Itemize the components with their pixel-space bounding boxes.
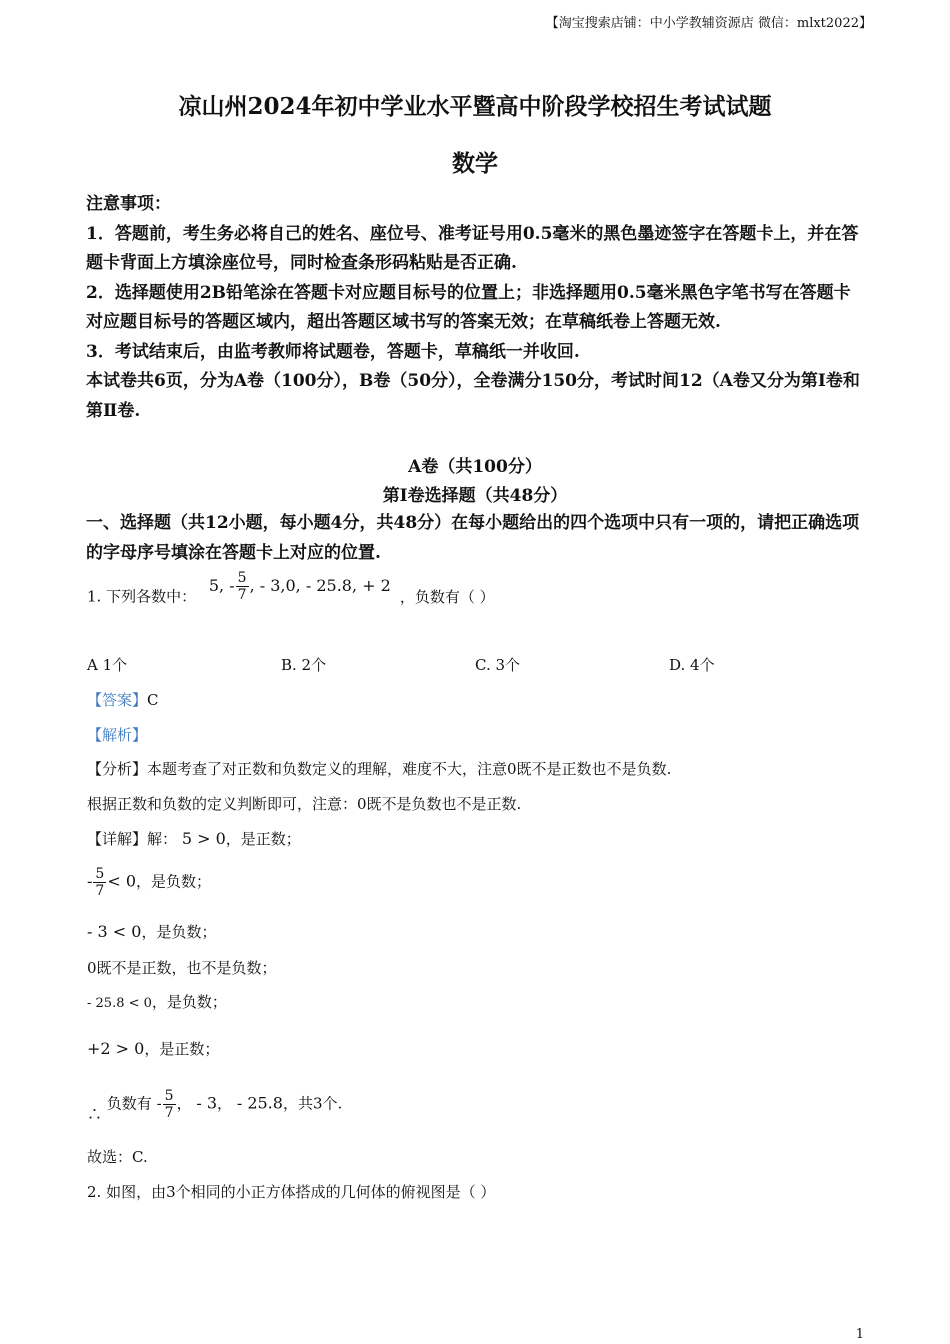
step6-math: +2 > 0 xyxy=(87,1039,145,1058)
note-1: 1．答题前，考生务必将自己的姓名、座位号、准考证号用0.5毫米的黑色墨迹签字在答题卡上，并在答题卡背面上方填涂座位号，同时检查条形码粘贴是否正确. xyxy=(86,223,859,273)
step5-text: ，是负数； xyxy=(151,993,227,1011)
paper-a-heading: A卷（共100分） xyxy=(408,457,542,477)
q1-expr-a: 5, - xyxy=(208,576,235,595)
therefore-symbol: ∴ xyxy=(87,1104,103,1123)
exam-title: 凉山州2024年初中学业水平暨高中阶段学校招生考试试题 xyxy=(178,93,772,120)
fenxi-label: 【分析】 xyxy=(87,760,148,778)
q1-expr-b: , - 3,0, - 25.8, + 2 xyxy=(249,576,391,595)
step-2: - $\frac{5}{7}$ < 0，是负数； xyxy=(87,866,212,899)
detail-intro: 解： xyxy=(147,830,178,848)
question-2: 2. 如图，由3个相同的小正方体搭成的几何体的俯视图是（ ） xyxy=(87,1183,496,1201)
step-6 xyxy=(87,1038,219,1060)
option-b: B. 2个 xyxy=(281,656,327,674)
question-1 xyxy=(87,570,495,613)
fenxi-text: 本题考查了对正数和负数定义的理解，难度不大，注意0既不是正数也不是负数. xyxy=(147,760,672,778)
fenxi-line xyxy=(87,758,671,780)
step1-math: 5 > 0 xyxy=(181,829,226,848)
exam-notes xyxy=(86,190,866,426)
option-d: D. 4个 xyxy=(669,656,715,674)
paper-info: 本试卷共6页，分为A卷（100分），B卷（50分），全卷满分150分，考试时间12（A卷又分为第Ⅰ卷和第Ⅱ卷. xyxy=(86,371,860,421)
q1-fraction: $\frac{5}{7}$ xyxy=(237,570,247,603)
note-2: 2．选择题使用2B铅笔涂在答题卡对应题目标号的位置上；非选择题用0.5毫米黑色字笔书写在答题卡对应题目标号的答题区域内，超出答题区域书写的答案无效；在草稿纸卷上答题无效. xyxy=(86,282,851,332)
conclusion-fraction: $\frac{5}{7}$ xyxy=(164,1088,174,1121)
step-4: 0既不是正数，也不是负数； xyxy=(87,959,277,977)
option-a: A 1个 xyxy=(87,656,128,674)
step1-text: ，是正数； xyxy=(225,830,301,848)
step2-math: < 0 xyxy=(107,871,136,891)
part-one-heading: 第Ⅰ卷选择题（共48分） xyxy=(382,486,568,506)
step3-math: - 3 < 0 xyxy=(87,922,142,941)
answer-value: C xyxy=(147,691,159,709)
choose-line: 故选：C. xyxy=(87,1148,148,1166)
answer-label: 【答案】 xyxy=(87,691,148,709)
q1-suffix: ，负数有（ ） xyxy=(399,587,495,606)
detail-line xyxy=(87,828,301,850)
notes-heading: 注意事项： xyxy=(86,194,171,214)
page-number: 1 xyxy=(855,1327,864,1342)
section-one-instructions: 一、选择题（共12小题，每小题4分，共48分）在每小题给出的四个选项中只有一项的，请把正确选项的字母序号填涂在答题卡上对应的位置. xyxy=(86,513,860,563)
step-3 xyxy=(87,921,216,943)
q1-prefix: 1. 下列各数中： xyxy=(87,587,197,606)
step3-text: ，是负数； xyxy=(141,923,217,941)
note-3: 3．考试结束后，由监考教师将试题卷，答题卡，草稿纸一并收回. xyxy=(86,341,580,362)
step2-fraction: $\frac{5}{7}$ xyxy=(95,866,105,899)
option-c: C. 3个 xyxy=(475,656,521,674)
conclusion: ∴ 负数有 - $\frac{5}{7}$ ， - 3， - 25.8，共3个. xyxy=(87,1088,343,1123)
header-note: 【淘宝搜索店铺：中小学教辅资源店 微信：mlxt2022】 xyxy=(545,16,872,31)
rule-line: 根据正数和负数的定义判断即可，注意：0既不是负数也不是正数. xyxy=(87,795,522,813)
subject-title: 数学 xyxy=(452,150,498,177)
step2-text: ，是负数； xyxy=(136,872,212,891)
step5-math: - 25.8 < 0 xyxy=(87,996,152,1011)
answer-line xyxy=(87,689,159,711)
analysis-label: 【解析】 xyxy=(87,726,148,744)
step-5 xyxy=(87,991,227,1015)
step6-text: ，是正数； xyxy=(144,1040,220,1058)
detail-label: 【详解】 xyxy=(87,830,148,848)
